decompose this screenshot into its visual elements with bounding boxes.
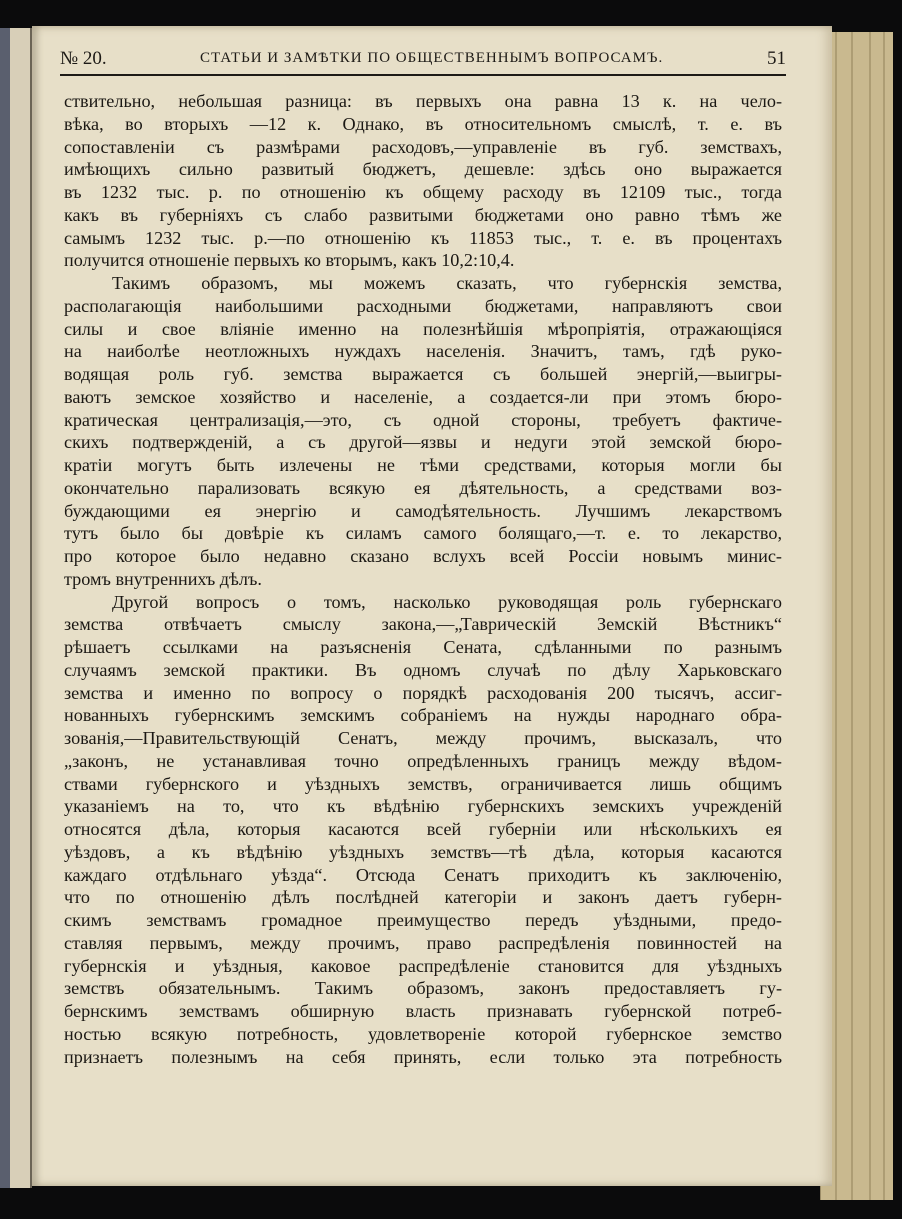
text-line: сопоставленіи съ размѣрами расходовъ,—управленіе въ губ. земствахъ,: [64, 136, 782, 157]
text-line: водящая роль губ. земства выражается съ большей энергій,—выигры-: [64, 364, 782, 384]
text-line: ваютъ земское хозяйство и населеніе, а создается-ли при этомъ бюро-: [64, 386, 782, 407]
text-line: скихъ подтвержденій, а съ другой—язвы и недуги этой земской бюро-: [64, 432, 782, 453]
text-line: силы и свое вліяніе именно на полезнѣйшія мѣропріятія, отражающіяся: [64, 318, 782, 339]
running-header: [60, 48, 788, 74]
text-line: кратіи могутъ быть излечены не тѣми средствами, которыя могли бы: [64, 455, 782, 475]
text-line: тутъ было бы довѣріе къ силамъ самого болящаго,—т. е. то лекарство,: [64, 523, 782, 544]
text-line: про которое было недавно сказано вслухъ всей Россіи новымъ минис-: [64, 546, 782, 566]
text-line: земства отвѣчаетъ смыслу закона,—„Таврическій Земскій Вѣстникъ“: [64, 614, 782, 635]
text-line: окончательно парализовать всякую ея дѣятельность, а средствами воз-: [64, 477, 782, 498]
text-line: ствительно, небольшая разница: въ первыхъ она равна 13 к. на чело-: [64, 91, 782, 111]
text-line: ставляя первымъ, между прочимъ, право распредѣленія повинностей на: [64, 932, 782, 953]
text-line: нованныхъ губернскимъ земскимъ собраніемъ на нужды народнаго обра-: [64, 705, 782, 726]
page-edge-line: [851, 32, 853, 1200]
text-line: какъ въ губерніяхъ съ слабо развитыми бюджетами оно равно тѣмъ же: [64, 204, 782, 225]
text-line: губернскія и уѣздныя, каковое распредѣленіе становится для уѣздныхъ: [64, 955, 782, 976]
text-line: каждаго отдѣльнаго уѣзда“. Отсюда Сенатъ приходитъ къ заключенію,: [64, 864, 782, 885]
page-edge-line: [869, 32, 871, 1200]
text-line: кратическая централизація,—это, съ одной стороны, требуетъ фактиче-: [64, 409, 782, 430]
header-rule: [60, 74, 786, 76]
page-edge-line: [883, 32, 885, 1200]
text-line: земствъ обязательнымъ. Такимъ образомъ, законъ предоставляетъ гу-: [64, 978, 782, 999]
article-body: [64, 90, 782, 1068]
text-line: располагающія наибольшими расходными бюджетами, направляютъ свои: [64, 295, 782, 316]
text-line: рѣшаетъ ссылками на разъясненія Сената, сдѣланными по разнымъ: [64, 637, 782, 657]
text-line: буждающими ея энергію и самодѣятельность. Лучшимъ лекарствомъ: [64, 500, 782, 521]
page-number: 51: [767, 48, 786, 69]
text-line: „законъ, не устанавливая точно опредѣленныхъ границъ между вѣдом-: [64, 750, 782, 771]
text-line: тромъ внутреннихъ дѣлъ.: [64, 568, 262, 589]
text-line: относятся дѣла, которыя касаются всей губерніи или нѣсколькихъ ея: [64, 819, 782, 839]
book-spine: [0, 28, 10, 1188]
issue-number: № 20.: [60, 48, 107, 69]
section-title: СТАТЬИ И ЗАМѢТКИ ПО ОБЩЕСТВЕННЫМЪ ВОПРОСАМЪ.: [200, 50, 664, 66]
text-line: Такимъ образомъ, мы можемъ сказать, что губернскія земства,: [112, 273, 782, 293]
text-line: самымъ 1232 тыс. р.—по отношенію къ 11853 тыс., т. е. въ процентахъ: [64, 227, 782, 248]
text-line: получится отношеніе первыхъ ко вторымъ, какъ 10,2:10,4.: [64, 250, 515, 271]
text-line: указаніемъ на то, что къ вѣдѣнію губернскихъ земскихъ учрежденій: [64, 796, 782, 817]
text-line: бернскимъ земствамъ обширную власть признавать губернской потреб-: [64, 1001, 782, 1021]
page-edge-line: [835, 32, 837, 1200]
text-line: имѣющихъ сильно развитый бюджетъ, дешевле: здѣсь оно выражается: [64, 159, 782, 180]
text-line: въ 1232 тыс. р. по отношенію къ общему расходу въ 12109 тыс., тогда: [64, 182, 782, 202]
text-line: Другой вопросъ о томъ, насколько руководящая роль губернскаго: [112, 591, 782, 612]
text-line: ностью всякую потребность, удовлетвореніе которой губернское земство: [64, 1023, 782, 1044]
text-line: скимъ земствамъ громадное преимущество передъ уѣздными, предо-: [64, 910, 782, 930]
text-line: вѣка, во вторыхъ —12 к. Однако, въ относительномъ смыслѣ, т. е. въ: [64, 113, 782, 134]
text-line: на наиболѣе неотложныхъ нуждахъ населенія. Значитъ, тамъ, гдѣ руко-: [64, 341, 782, 362]
text-line: зованія,—Правительствующій Сенатъ, между прочимъ, высказалъ, что: [64, 728, 782, 748]
text-line: земства и именно по вопросу о порядкѣ расходованія 200 тысячъ, ассиг-: [64, 682, 782, 703]
text-line: ствами губернского и уѣздныхъ земствъ, ограничивается лишь общимъ: [64, 773, 782, 794]
text-line: уѣздовъ, а къ вѣдѣнію уѣздныхъ земствъ—тѣ дѣла, которыя касаются: [64, 841, 782, 862]
text-line: что по отношенію дѣлъ послѣдней категоріи и законъ даетъ губерн-: [64, 887, 782, 908]
text-line: случаямъ земской практики. Въ одномъ случаѣ по дѣлу Харьковскаго: [64, 659, 782, 680]
text-line: признаетъ полезнымъ на себя принять, если только эта потребность: [64, 1046, 782, 1067]
